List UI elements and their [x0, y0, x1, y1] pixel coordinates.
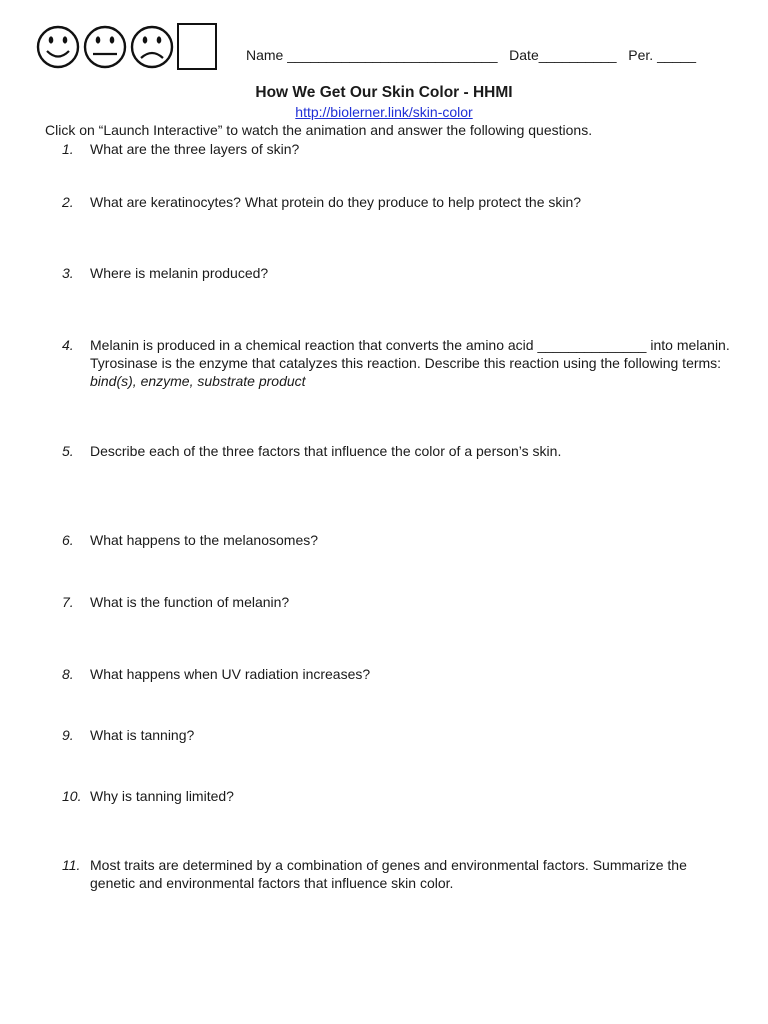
question-terms: bind(s), enzyme, substrate product	[90, 373, 306, 389]
smiley-neutral-icon	[85, 27, 125, 67]
period-label: Per.	[628, 47, 654, 63]
blank-score-box[interactable]	[178, 24, 216, 69]
question-number: 4.	[62, 337, 74, 353]
question-text: Why is tanning limited?	[90, 788, 234, 804]
question-text: What is tanning?	[90, 727, 195, 743]
smiley-sad-icon	[132, 27, 172, 67]
question-text: What is the function of melanin?	[90, 594, 290, 610]
date-field[interactable]: __________	[538, 47, 617, 63]
question-text-block	[90, 336, 730, 390]
interactive-link[interactable]: http://biolerner.link/skin-color	[295, 104, 473, 120]
question-text: What are keratinocytes? What protein do they produce to help protect the skin?	[90, 194, 582, 210]
period-field[interactable]: _____	[657, 47, 697, 63]
question-text: What happens when UV radiation increases?	[90, 666, 371, 682]
question-text: What are the three layers of skin?	[90, 141, 300, 157]
name-label: Name	[246, 47, 284, 63]
question-text: Most traits are determined by a combination of genes and environmental factors. Summarize the genetic and environmental factors that influence skin color.	[90, 857, 687, 891]
question-number: 1.	[62, 141, 74, 157]
question-text: What happens to the melanosomes?	[90, 532, 319, 548]
question-number: 7.	[62, 594, 74, 610]
question-number: 8.	[62, 666, 74, 682]
question-number: 10.	[62, 788, 82, 804]
page-title: How We Get Our Skin Color - HHMI	[255, 84, 513, 101]
question-number: 3.	[62, 265, 74, 281]
question-number: 11.	[62, 857, 81, 873]
student-info-line	[246, 47, 696, 63]
name-field[interactable]: ___________________________	[287, 47, 498, 63]
question-number: 2.	[62, 194, 74, 210]
self-rating-faces	[36, 22, 226, 72]
question-text: Describe each of the three factors that influence the color of a person’s skin.	[90, 443, 562, 459]
instructions: Click on “Launch Interactive” to watch the animation and answer the following questions.	[45, 122, 593, 138]
question-text: Where is melanin produced?	[90, 265, 269, 281]
question-number: 6.	[62, 532, 74, 548]
question-number: 5.	[62, 443, 74, 459]
question-number: 9.	[62, 727, 74, 743]
question-text: Melanin is produced in a chemical reaction that converts the amino acid ______________ into melanin. Tyrosinase is the enzyme that catalyzes this reaction. Describe this reaction using the following terms:	[90, 337, 730, 371]
date-label: Date	[509, 47, 539, 63]
smiley-happy-icon	[38, 27, 78, 67]
